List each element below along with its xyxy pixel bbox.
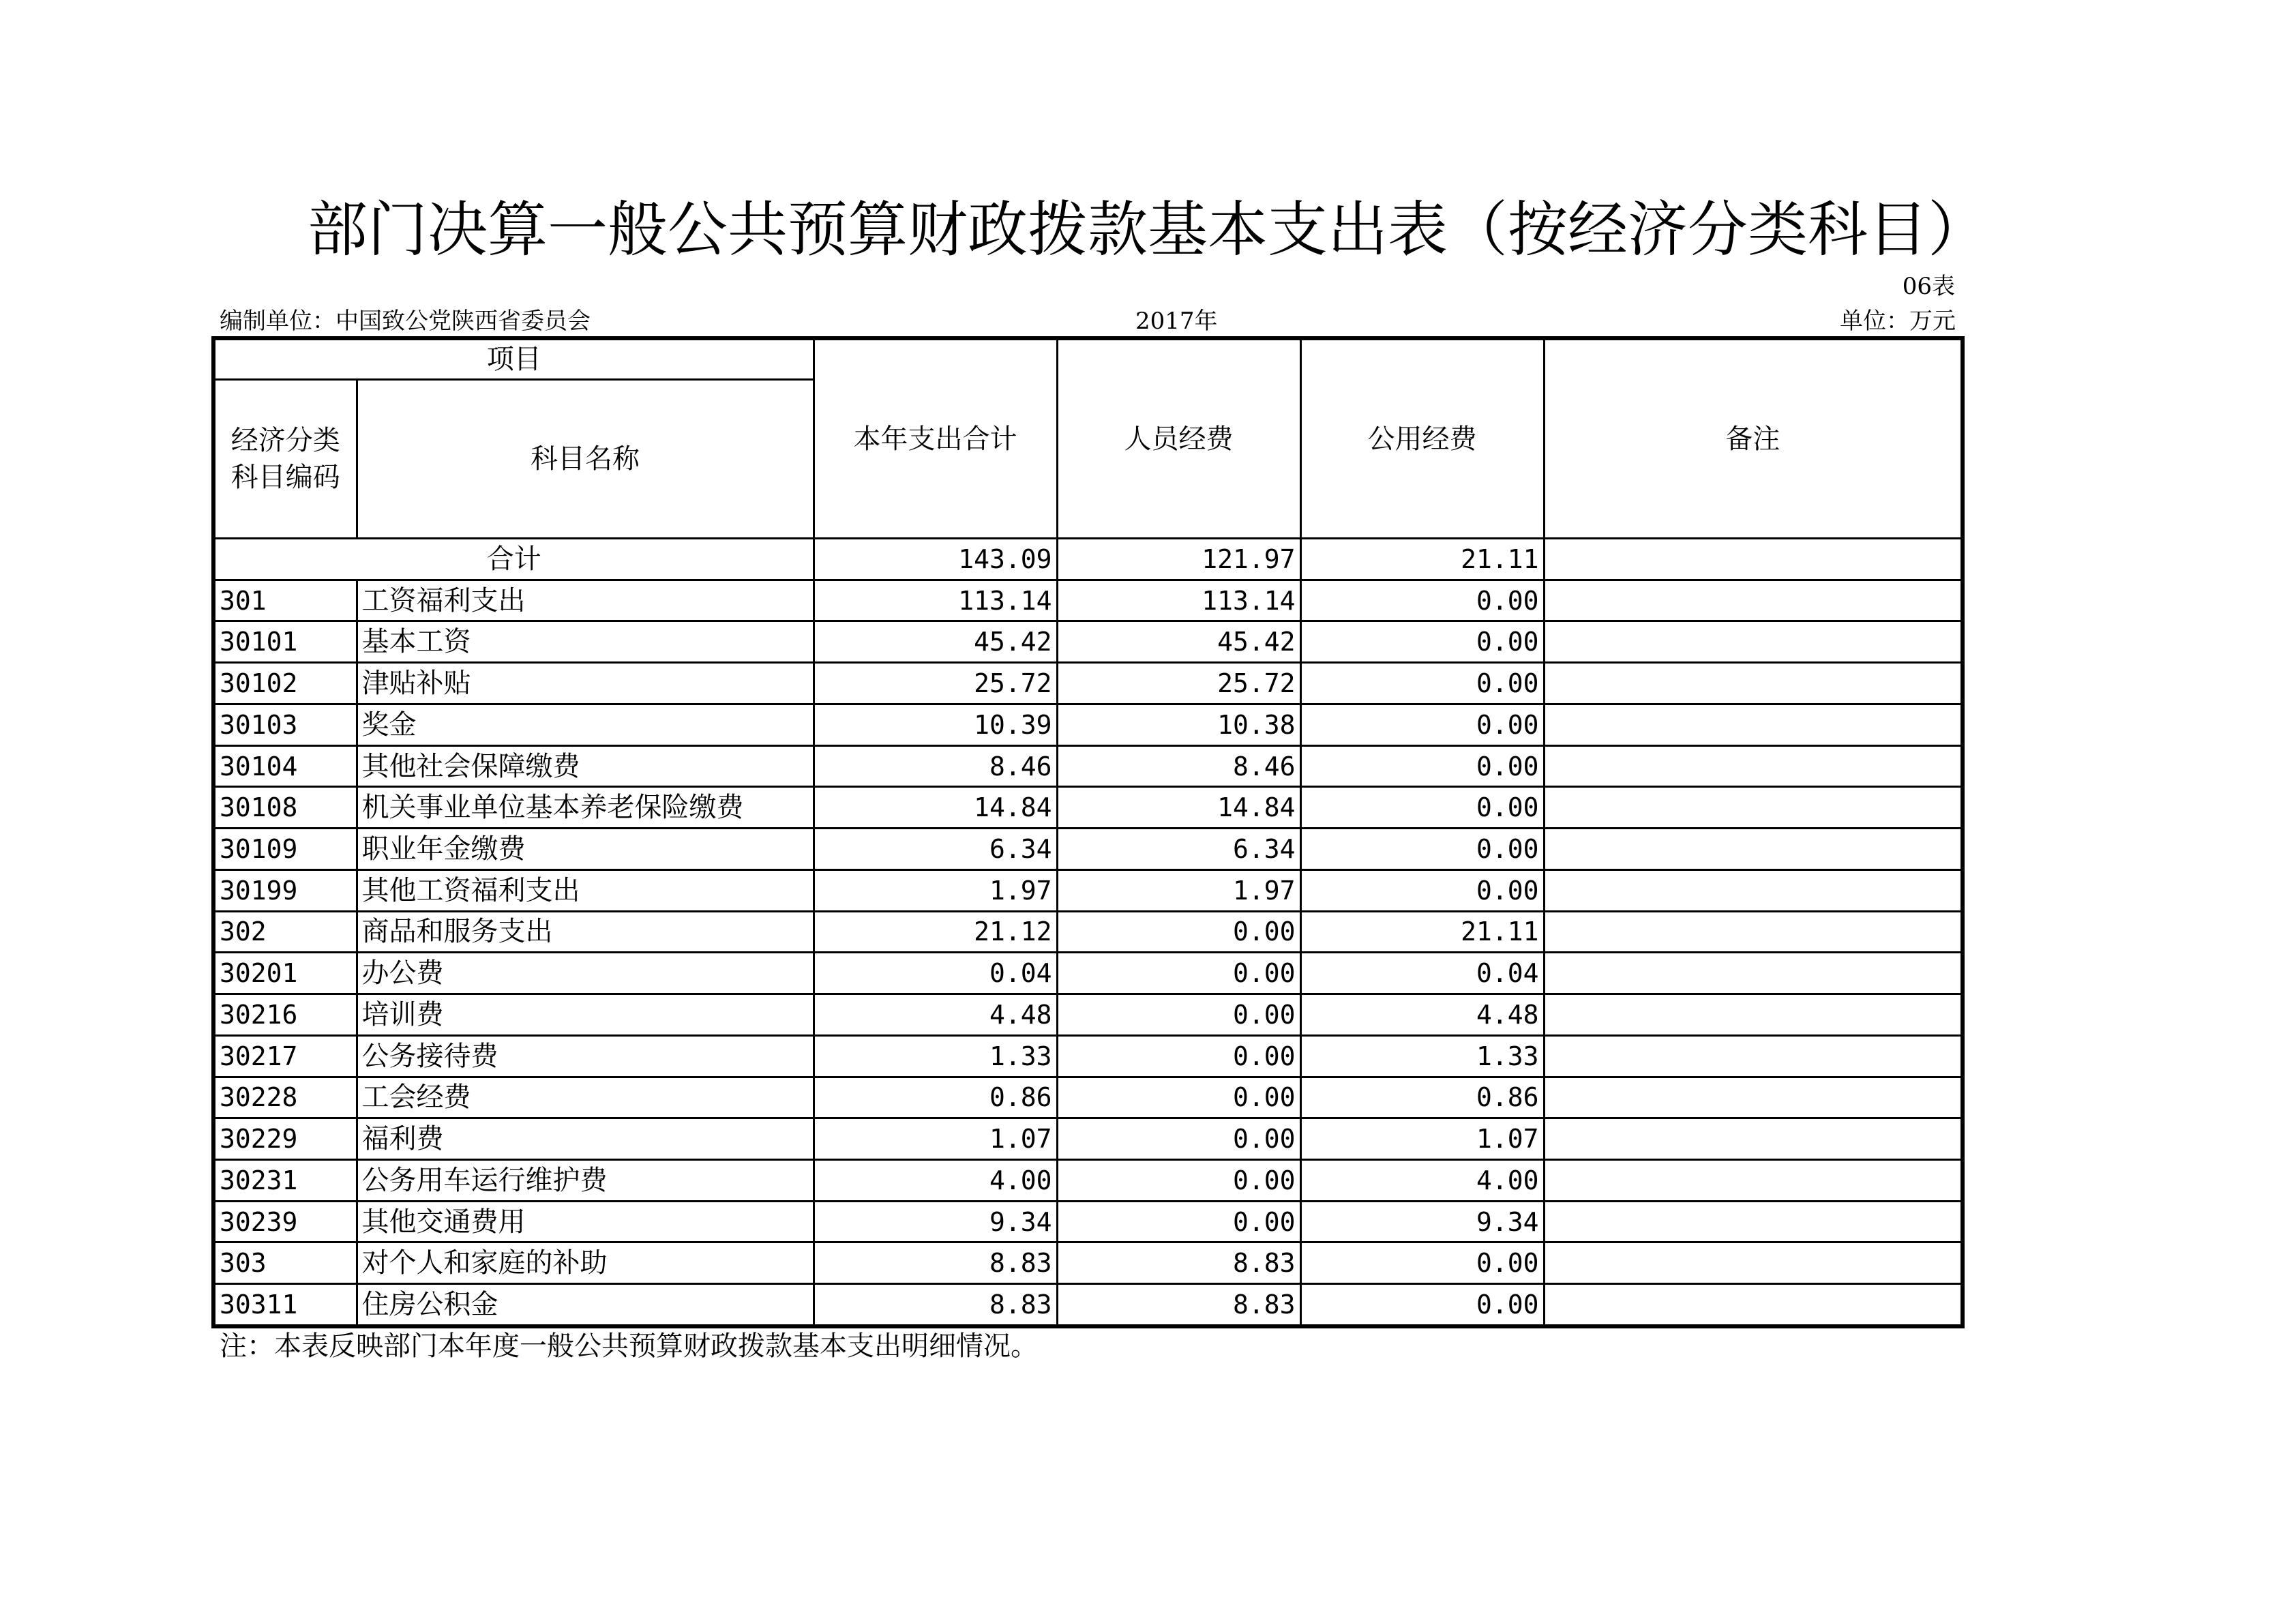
row-name: 津贴补贴	[357, 663, 814, 704]
row-public: 0.00	[1300, 1242, 1544, 1284]
row-personnel: 0.00	[1057, 1035, 1300, 1077]
row-total: 6.34	[814, 829, 1057, 870]
table-row	[213, 1118, 1963, 1160]
row-remark	[1544, 911, 1963, 953]
row-remark	[1544, 745, 1963, 787]
header-public: 公用经费	[1300, 338, 1544, 539]
header-code	[213, 380, 357, 539]
expenditure-table	[211, 336, 1965, 1328]
row-total: 10.39	[814, 704, 1057, 745]
row-public: 1.33	[1300, 1035, 1544, 1077]
row-name: 奖金	[357, 704, 814, 745]
row-code: 30229	[213, 1118, 357, 1160]
row-public: 0.00	[1300, 580, 1544, 621]
summary-total: 143.09	[814, 539, 1057, 580]
row-public: 0.04	[1300, 953, 1544, 994]
row-public: 9.34	[1300, 1201, 1544, 1242]
row-public: 0.00	[1300, 663, 1544, 704]
row-code: 30228	[213, 1077, 357, 1118]
row-public: 0.00	[1300, 745, 1544, 787]
row-total: 0.04	[814, 953, 1057, 994]
summary-remark	[1544, 539, 1963, 580]
row-name: 工会经费	[357, 1077, 814, 1118]
row-code: 30217	[213, 1035, 357, 1077]
row-code: 30201	[213, 953, 357, 994]
header-code-line2: 科目编码	[230, 462, 340, 493]
table-row	[213, 787, 1963, 829]
table-row	[213, 1035, 1963, 1077]
row-code: 30109	[213, 829, 357, 870]
table-row	[213, 1201, 1963, 1242]
row-remark	[1544, 869, 1963, 911]
row-personnel: 0.00	[1057, 994, 1300, 1036]
row-name: 福利费	[357, 1118, 814, 1160]
table-row	[213, 1077, 1963, 1118]
row-total: 1.33	[814, 1035, 1057, 1077]
row-public: 1.07	[1300, 1118, 1544, 1160]
row-name: 对个人和家庭的补助	[357, 1242, 814, 1284]
row-total: 8.46	[814, 745, 1057, 787]
row-total: 1.07	[814, 1118, 1057, 1160]
row-personnel: 0.00	[1057, 1118, 1300, 1160]
row-remark	[1544, 1077, 1963, 1118]
row-personnel: 8.46	[1057, 745, 1300, 787]
table-row	[213, 580, 1963, 621]
table-row	[213, 1284, 1963, 1326]
row-total: 113.14	[814, 580, 1057, 621]
row-public: 0.00	[1300, 621, 1544, 663]
row-total: 4.48	[814, 994, 1057, 1036]
row-code: 30216	[213, 994, 357, 1036]
row-personnel: 0.00	[1057, 1201, 1300, 1242]
header-name: 科目名称	[357, 380, 814, 539]
row-remark	[1544, 994, 1963, 1036]
row-code: 303	[213, 1242, 357, 1284]
row-remark	[1544, 1242, 1963, 1284]
row-remark	[1544, 1201, 1963, 1242]
header-code-line1: 经济分类	[230, 425, 340, 456]
row-name: 机关事业单位基本养老保险缴费	[357, 787, 814, 829]
row-code: 30108	[213, 787, 357, 829]
header-personnel: 人员经费	[1057, 338, 1300, 539]
table-row	[213, 1160, 1963, 1202]
row-total: 8.83	[814, 1284, 1057, 1326]
row-code: 30231	[213, 1160, 357, 1202]
row-public: 0.00	[1300, 829, 1544, 870]
row-personnel: 14.84	[1057, 787, 1300, 829]
row-total: 8.83	[814, 1242, 1057, 1284]
summary-label: 合计	[213, 539, 814, 580]
row-remark	[1544, 663, 1963, 704]
row-remark	[1544, 953, 1963, 994]
row-name: 工资福利支出	[357, 580, 814, 621]
row-total: 14.84	[814, 787, 1057, 829]
row-name: 住房公积金	[357, 1284, 814, 1326]
row-name: 办公费	[357, 953, 814, 994]
footnote: 注：本表反映部门本年度一般公共预算财政拨款基本支出明细情况。	[220, 1330, 1038, 1362]
row-name: 公务用车运行维护费	[357, 1160, 814, 1202]
row-name: 商品和服务支出	[357, 911, 814, 953]
table-row	[213, 869, 1963, 911]
row-personnel: 8.83	[1057, 1284, 1300, 1326]
row-public: 4.48	[1300, 994, 1544, 1036]
row-remark	[1544, 580, 1963, 621]
summary-personnel: 121.97	[1057, 539, 1300, 580]
header-item: 项目	[213, 338, 814, 380]
row-remark	[1544, 1160, 1963, 1202]
row-personnel: 0.00	[1057, 911, 1300, 953]
row-total: 25.72	[814, 663, 1057, 704]
table-row	[213, 745, 1963, 787]
row-remark	[1544, 1118, 1963, 1160]
table-row	[213, 704, 1963, 745]
row-remark	[1544, 787, 1963, 829]
table-row	[213, 911, 1963, 953]
table-row	[213, 994, 1963, 1036]
row-personnel: 0.00	[1057, 953, 1300, 994]
row-public: 0.00	[1300, 1284, 1544, 1326]
table-row	[213, 663, 1963, 704]
row-remark	[1544, 621, 1963, 663]
row-personnel: 1.97	[1057, 869, 1300, 911]
row-remark	[1544, 1284, 1963, 1326]
row-code: 302	[213, 911, 357, 953]
row-total: 9.34	[814, 1201, 1057, 1242]
row-public: 21.11	[1300, 911, 1544, 953]
row-remark	[1544, 1035, 1963, 1077]
header-remark: 备注	[1544, 338, 1963, 539]
row-name: 其他社会保障缴费	[357, 745, 814, 787]
row-personnel: 113.14	[1057, 580, 1300, 621]
row-code: 301	[213, 580, 357, 621]
header-total: 本年支出合计	[814, 338, 1057, 539]
report-year: 2017年	[1135, 308, 1218, 335]
currency-unit: 单位：万元	[1840, 308, 1956, 335]
row-personnel: 6.34	[1057, 829, 1300, 870]
row-name: 其他交通费用	[357, 1201, 814, 1242]
row-total: 0.86	[814, 1077, 1057, 1118]
row-personnel: 25.72	[1057, 663, 1300, 704]
row-total: 21.12	[814, 911, 1057, 953]
compiling-unit: 编制单位：中国致公党陕西省委员会	[220, 308, 591, 335]
row-code: 30239	[213, 1201, 357, 1242]
row-remark	[1544, 704, 1963, 745]
row-public: 4.00	[1300, 1160, 1544, 1202]
row-code: 30101	[213, 621, 357, 663]
row-personnel: 10.38	[1057, 704, 1300, 745]
row-personnel: 0.00	[1057, 1077, 1300, 1118]
row-total: 1.97	[814, 869, 1057, 911]
row-name: 培训费	[357, 994, 814, 1036]
row-total: 4.00	[814, 1160, 1057, 1202]
row-name: 其他工资福利支出	[357, 869, 814, 911]
table-row	[213, 621, 1963, 663]
row-public: 0.86	[1300, 1077, 1544, 1118]
table-number: 06表	[1902, 273, 1955, 300]
row-personnel: 0.00	[1057, 1160, 1300, 1202]
row-name: 公务接待费	[357, 1035, 814, 1077]
row-public: 0.00	[1300, 869, 1544, 911]
row-code: 30102	[213, 663, 357, 704]
row-total: 45.42	[814, 621, 1057, 663]
row-code: 30311	[213, 1284, 357, 1326]
summary-public: 21.11	[1300, 539, 1544, 580]
row-code: 30104	[213, 745, 357, 787]
row-public: 0.00	[1300, 787, 1544, 829]
table-row	[213, 953, 1963, 994]
table-row	[213, 1242, 1963, 1284]
row-code: 30199	[213, 869, 357, 911]
row-name: 基本工资	[357, 621, 814, 663]
row-public: 0.00	[1300, 704, 1544, 745]
row-personnel: 8.83	[1057, 1242, 1300, 1284]
table-row	[213, 829, 1963, 870]
row-personnel: 45.42	[1057, 621, 1300, 663]
row-code: 30103	[213, 704, 357, 745]
page-title: 部门决算一般公共预算财政拨款基本支出表（按经济分类科目）	[307, 194, 1988, 265]
row-remark	[1544, 829, 1963, 870]
row-name: 职业年金缴费	[357, 829, 814, 870]
summary-row	[213, 539, 1963, 580]
